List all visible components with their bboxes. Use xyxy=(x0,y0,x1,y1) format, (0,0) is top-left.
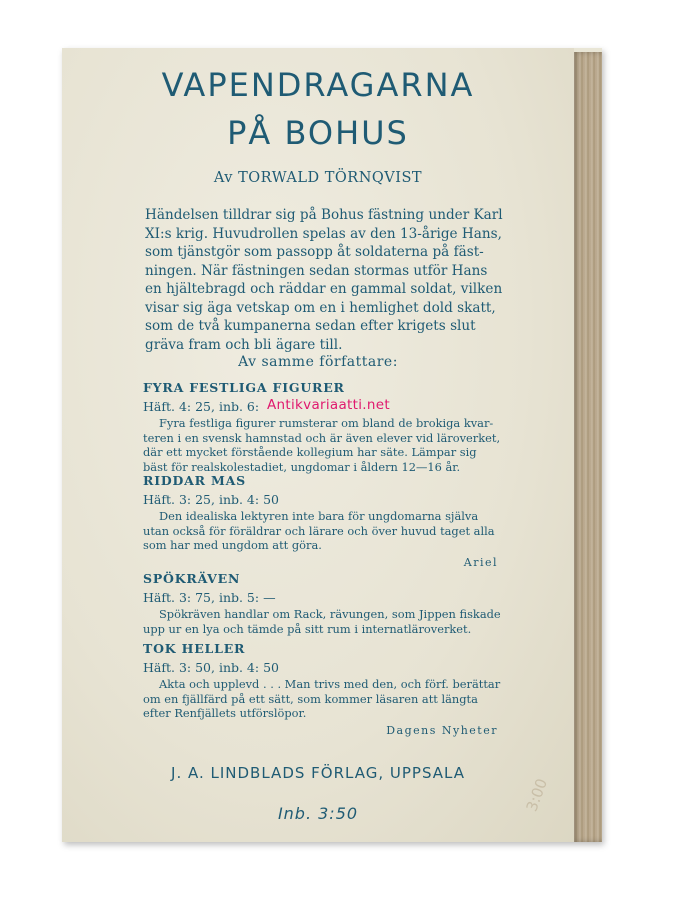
book-entry-title: RIDDAR MAS xyxy=(143,473,246,488)
watermark: Antikvariaatti.net xyxy=(267,397,390,413)
book-entry-fyra-festliga-figurer xyxy=(143,379,508,474)
book-entry-text-line: bäst för realskolestadiet, ungdomar i åldern 12—16 år. xyxy=(143,459,461,474)
book-entry-text-line: teren i en svensk hamnstad och är även elever vid läroverket, xyxy=(143,430,501,445)
book-entry-text-line: efter Renfjällets utförslöpor. xyxy=(143,706,307,721)
blurb xyxy=(145,206,505,354)
book-spine xyxy=(572,52,602,842)
book-entry-text-line: Spökräven handlar om Rack, rävungen, som Jippen fiskade xyxy=(159,607,501,621)
blurb-line: XI:s krig. Huvudrollen spelas av den 13-årige Hans, xyxy=(145,225,502,242)
book-entry-text-line: där ett mycket förstående kollegium har säte. Lämpar sig xyxy=(143,445,477,460)
author-line: Av TORWALD TÖRNQVIST xyxy=(213,170,423,186)
book-entry-review-source: Ariel xyxy=(463,555,498,569)
pencil-price-mark: 3:00 xyxy=(522,776,552,814)
publisher-line: J. A. LINDBLADS FÖRLAG, UPPSALA xyxy=(171,764,465,782)
book-title-line-1: VAPENDRAGARNA xyxy=(161,66,475,104)
blurb-line: gräva fram och bli ägare till. xyxy=(145,336,343,353)
book-entry-riddar-mas xyxy=(143,472,508,569)
blurb-line: ningen. När fästningen sedan stormas utför Hans xyxy=(145,262,488,279)
book-entry-spokraven xyxy=(143,570,508,636)
book-entry-tok-heller xyxy=(143,640,508,737)
book-entry-title: SPÖKRÄVEN xyxy=(143,571,241,586)
price-line: Inb. 3:50 xyxy=(277,804,359,823)
book-entry-text xyxy=(143,509,508,553)
book-entry-text-line: Fyra festliga figurer rumsterar om bland de brokiga kvar- xyxy=(159,416,494,430)
book-entry-text-line: Den idealiska lektyren inte bara för ungdomarna själva xyxy=(159,509,479,523)
blurb-line: som de två kumpanerna sedan efter krigets slut xyxy=(145,318,476,334)
blurb-line: Händelsen tilldrar sig på Bohus fästning under Karl xyxy=(145,207,503,223)
same-author-heading: Av samme författare: xyxy=(238,354,398,370)
book-entry-price: Häft. 3: 25, inb. 4: 50 xyxy=(143,492,279,507)
book-entry-title: TOK HELLER xyxy=(143,641,246,656)
book-entry-text-line: Akta och upplevd . . . Man trivs med den, och förf. berättar xyxy=(159,677,501,691)
book-entry-review-source: Dagens Nyheter xyxy=(386,723,498,737)
book-entry-price: Häft. 4: 25, inb. 6: xyxy=(143,399,260,414)
book-entry-text xyxy=(143,607,508,636)
book-entry-text-line: om en fjällfärd på ett sätt, som kommer läsaren att längta xyxy=(143,691,478,706)
blurb-line: som tjänstgör som passopp åt soldaterna på fäst- xyxy=(145,244,484,260)
book-entry-text-line: utan också för föräldrar och lärare och över huvud taget alla xyxy=(143,523,495,538)
book-entry-title: FYRA FESTLIGA FIGURER xyxy=(143,380,345,395)
book-entry-text-line: upp ur en lya och tämde på sitt rum i internatläroverket. xyxy=(143,621,472,636)
book-entry-text xyxy=(143,677,508,721)
book-entry-price: Häft. 3: 75, inb. 5: — xyxy=(143,590,276,605)
book-entry-price: Häft. 3: 50, inb. 4: 50 xyxy=(143,660,279,675)
book-entry-text-line: som har med ungdom att göra. xyxy=(143,538,322,553)
blurb-line: visar sig äga vetskap om en i hemlighet dold skatt, xyxy=(145,299,496,316)
blurb-line: en hjältebragd och räddar en gammal soldat, vilken xyxy=(145,281,503,297)
book-title-line-2: PÅ BOHUS xyxy=(227,114,409,152)
book-entry-text xyxy=(143,416,508,474)
